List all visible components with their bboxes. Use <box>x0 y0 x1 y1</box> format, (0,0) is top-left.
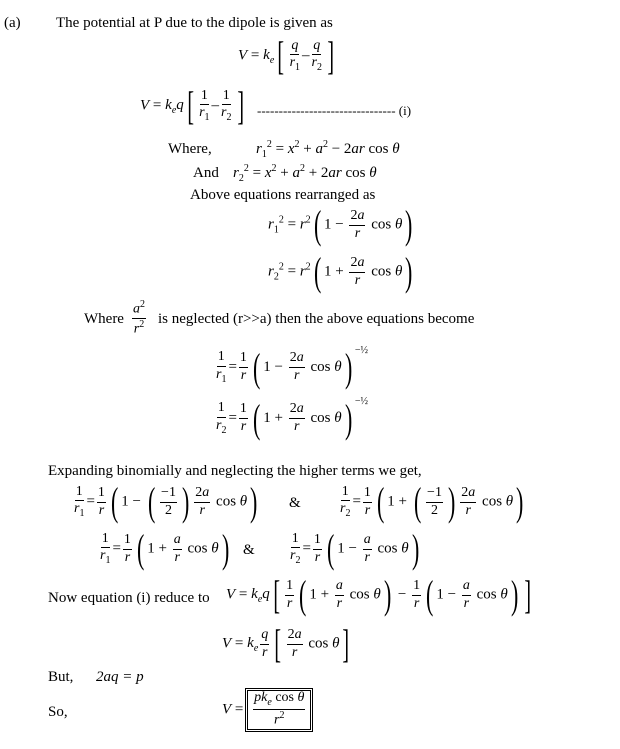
neglected-text: is neglected (r>>a) then the above equations become <box>158 311 475 327</box>
now-equation-text: Now equation (i) reduce to <box>48 590 210 606</box>
neglected-fraction: $\frac{a^2}{r^2}$ <box>133 299 145 337</box>
equation-simplified-r2: $\frac{1}{r_2}$ = $\frac{1}{r}$ ( 1 − $\frac{a}{r}$ cos θ) <box>290 526 419 571</box>
so-label: So, <box>48 704 68 720</box>
equation-result: V = $\frac{pk_e \cos \theta}{r^2}$ <box>222 690 311 730</box>
equation-r2-squared: $r_2^2 = x^2 + a^2 + 2ar$ cos θ <box>233 163 377 184</box>
exponent-half: −½ <box>354 345 369 356</box>
expanding-text: Expanding binomially and neglecting the higher terms we get, <box>48 463 422 479</box>
equation-r1-squared: $r_1^2 = x^2 + a^2 - 2ar$ cos θ <box>256 139 400 160</box>
rearranged-text: Above equations rearranged as <box>190 187 376 203</box>
equation-reduced: $V = k_eq$[ $\frac{1}{r}$ ( 1 + $\frac{a}{r}$ cos θ) − $\frac{1}{r}$ ( 1 − $\frac{a}{r}$ cos θ) ] <box>226 572 532 617</box>
equation-potential: $V = k_e$[ $\frac{q}{r_1}$ – $\frac{q}{r_2}$ ] <box>238 33 334 78</box>
equation-potential-i: $V = k_eq$[ $\frac{1}{r_1}$ – $\frac{1}{r_2}$ ] <box>140 83 244 128</box>
equation-r2-rearranged: $r_2^2 = r^2$( 1 + $\frac{2a}{r}$ cos θ) <box>268 249 413 294</box>
ampersand-2: & <box>243 542 255 558</box>
equation-binomial-r2: $\frac{1}{r_2}$ = $\frac{1}{r}$ ( 1 + ( $\frac{-1}{2}$ ) $\frac{2a}{r}$ cos θ) <box>340 479 524 524</box>
equation-inv-r1: $\frac{1}{r_1}$ = $\frac{1}{r}$ ( 1 − $\frac{2a}{r}$ cos θ) $^{-\frac{1}{2}}$ <box>216 344 369 390</box>
exponent-half: −½ <box>354 396 369 407</box>
result-box: $\frac{pk_e \cos \theta}{r^2}$ <box>247 690 311 730</box>
part-label: (a) <box>4 15 21 31</box>
equation-reference: -------------------------------- (i) <box>257 103 412 118</box>
dipole-moment-relation: 2aq = p <box>96 669 144 685</box>
but-label: But, <box>48 669 74 685</box>
equation-final-form: $V = k_e$ $\frac{q}{r}$ [ $\frac{2a}{r}$ cos θ] <box>222 621 350 666</box>
equation-r1-rearranged: $r_1^2 = r^2$( 1 − $\frac{2a}{r}$ cos θ) <box>268 202 413 247</box>
where-label: Where, <box>168 141 212 157</box>
equation-simplified-r1: $\frac{1}{r_1}$ = $\frac{1}{r}$ ( 1 + $\frac{a}{r}$ cos θ) <box>100 526 229 571</box>
ampersand-1: & <box>289 495 301 511</box>
equation-inv-r2: $\frac{1}{r_2}$ = $\frac{1}{r}$ ( 1 + $\frac{2a}{r}$ cos θ) $^{-\frac{1}{2}}$ <box>216 395 369 441</box>
equation-binomial-r1: $\frac{1}{r_1}$ = $\frac{1}{r}$ ( 1 − ( $\frac{-1}{2}$ ) $\frac{2a}{r}$ cos θ) <box>74 479 258 524</box>
intro-text: The potential at P due to the dipole is given as <box>56 15 333 31</box>
and-label: And <box>193 165 219 181</box>
where2-label: Where <box>84 311 124 327</box>
